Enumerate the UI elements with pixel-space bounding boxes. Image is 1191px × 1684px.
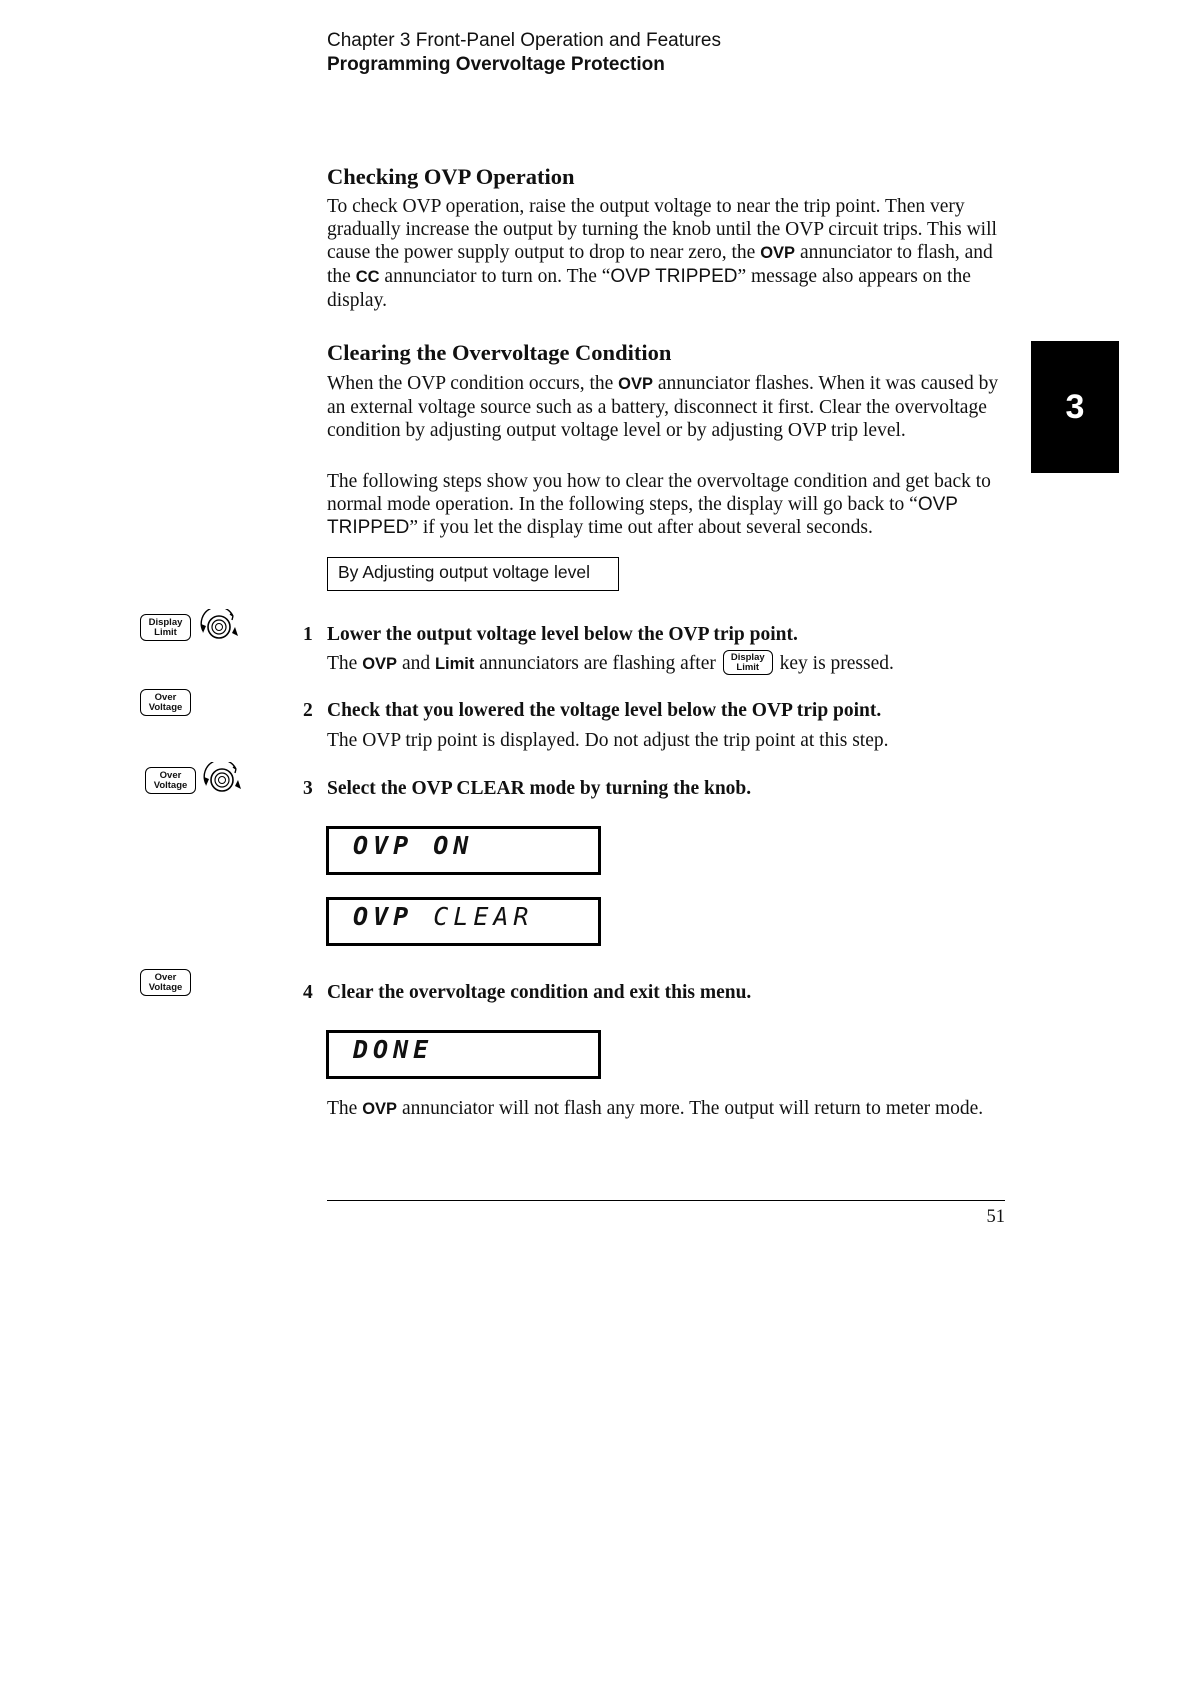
step-title: Check that you lowered the voltage level below the OVP trip point.	[327, 700, 882, 721]
step-title: Select the OVP CLEAR mode by turning the knob.	[327, 778, 752, 799]
step-description: The OVP trip point is displayed. Do not adjust the trip point at this step.	[327, 730, 889, 751]
clearing-paragraph-1: When the OVP condition occurs, the OVP annunciator flashes. When it was caused by an external voltage source such as a battery, disconnect it first. Clear the overvoltage condition by adjusting output voltage level or by adjusting OVP trip level.	[327, 373, 999, 441]
ovp-annunciator: OVP	[618, 375, 654, 393]
knob-icon	[197, 609, 241, 645]
page-number: 51	[986, 1207, 1005, 1227]
ovp-annunciator: OVP	[362, 655, 398, 673]
over-voltage-key-icon: Over Voltage	[140, 689, 191, 716]
step-title: Clear the overvoltage condition and exit this menu.	[327, 982, 752, 1003]
clearing-title: Clearing the Overvoltage Condition	[327, 340, 672, 365]
checking-title: Checking OVP Operation	[327, 164, 575, 189]
ovp-annunciator: OVP	[362, 1100, 398, 1118]
step-number: 2	[303, 700, 313, 721]
display-limit-key-icon: Display Limit	[140, 614, 191, 641]
chapter-header: Chapter 3 Front-Panel Operation and Features	[327, 30, 721, 51]
step-description: The OVP and Limit annunciators are flashing after Display Limit key is pressed.	[327, 651, 894, 674]
cc-annunciator: CC	[355, 268, 380, 286]
chapter-tab-number: 3	[1065, 387, 1085, 426]
closing-paragraph: The OVP annunciator will not flash any more. The output will return to meter mode.	[327, 1098, 984, 1119]
ovp-annunciator: OVP	[760, 244, 796, 262]
lcd-display: DONE	[326, 1030, 601, 1079]
clearing-paragraph-2: The following steps show you how to clear the overvoltage condition and get back to normal mode operation. In the following steps, the display will go back to “OVP TRIPPED” if you let the display time out after about several seconds.	[327, 471, 991, 538]
over-voltage-key-icon: Over Voltage	[145, 767, 196, 794]
chapter-tab	[1031, 341, 1119, 473]
lcd-display: OVP ON	[326, 826, 601, 875]
ovp-tripped-message: OVP TRIPPED	[327, 494, 958, 538]
over-voltage-key-icon: Over Voltage	[140, 969, 191, 996]
display-limit-key-icon: Display Limit	[723, 650, 773, 675]
step-number: 1	[303, 624, 313, 645]
checking-paragraph: To check OVP operation, raise the output voltage to near the trip point. Then very gradually increase the output by turning the knob until the OVP circuit trips. This will cause the power supply output to drop to near zero, the OVP annunciator to flash, and the CC annunciator to turn on. The “OVP TRIPPED” message also appears on the display.	[327, 196, 997, 311]
step-number: 3	[303, 778, 313, 799]
lcd-display: OVP CLEAR	[326, 897, 601, 946]
ovp-tripped-message: OVP TRIPPED	[610, 266, 738, 287]
step-number: 4	[303, 982, 313, 1003]
footer-rule	[327, 1200, 1005, 1201]
knob-icon	[200, 762, 244, 798]
method-box: By Adjusting output voltage level	[327, 557, 619, 591]
section-header: Programming Overvoltage Protection	[327, 54, 665, 75]
step-title: Lower the output voltage level below the OVP trip point.	[327, 624, 798, 645]
limit-annunciator: Limit	[434, 655, 475, 673]
